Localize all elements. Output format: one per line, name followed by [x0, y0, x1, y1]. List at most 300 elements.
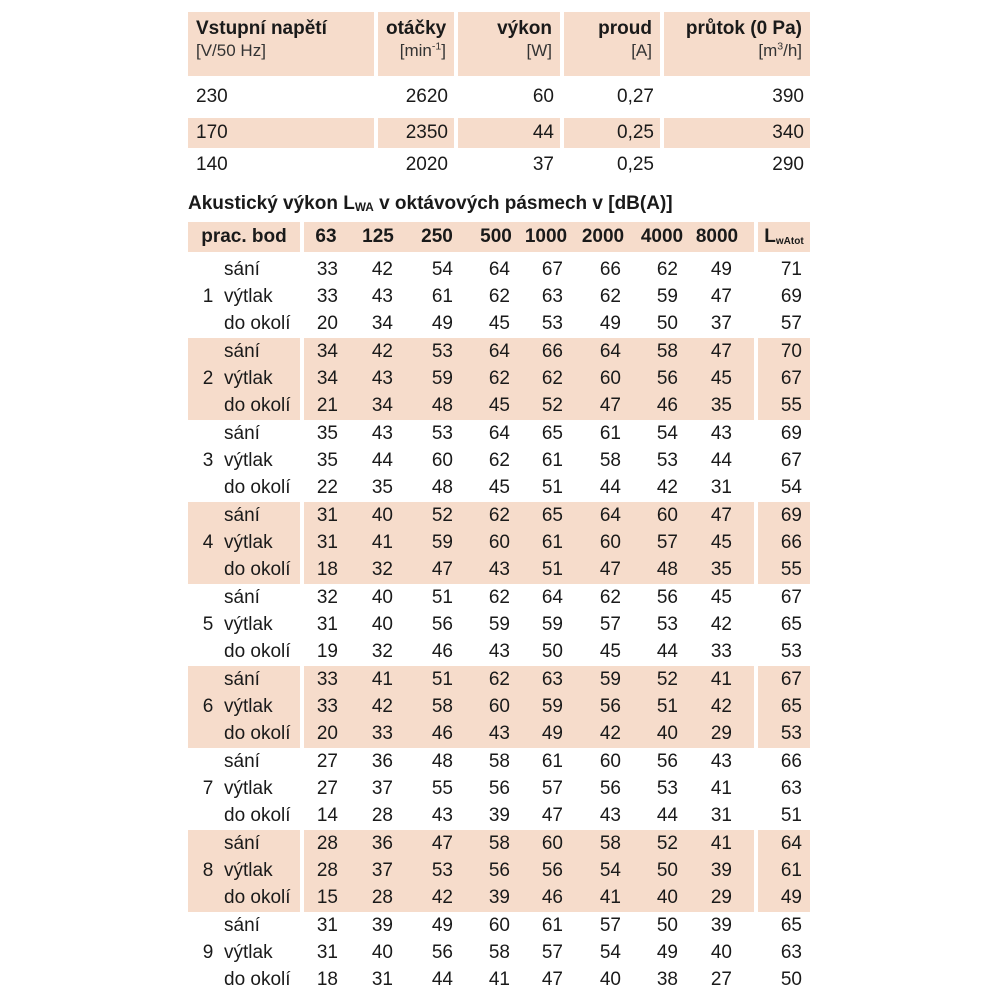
value-cell: 56: [599, 696, 621, 717]
spec-header-cell: [378, 12, 454, 76]
value-cell: 33: [316, 259, 338, 280]
value-cell: 43: [599, 805, 621, 826]
value-cell: 20: [316, 723, 338, 744]
table-row: [188, 939, 810, 966]
value-cell: 58: [488, 833, 510, 854]
value-cell: 35: [710, 559, 732, 580]
value-cell: 48: [431, 477, 453, 498]
value-cell: 53: [656, 614, 678, 635]
value-cell: 45: [710, 368, 732, 389]
value-cell: 43: [710, 751, 732, 772]
table-row: [188, 338, 810, 365]
table-row: [188, 392, 810, 419]
value-cell: 42: [710, 614, 732, 635]
value-cell: 47: [431, 833, 453, 854]
value-cell: 44: [431, 969, 453, 990]
value-cell: 55: [780, 559, 802, 580]
value-cell: 47: [599, 559, 621, 580]
value-cell: 65: [541, 505, 563, 526]
spec-header-unit: [386, 40, 446, 62]
value-cell: 40: [656, 887, 678, 908]
value-cell: 61: [599, 423, 621, 444]
value-cell: 53: [656, 778, 678, 799]
table-row: [188, 611, 810, 638]
value-cell: 51: [780, 805, 802, 826]
row-label: do okolí: [224, 313, 291, 334]
value-cell: 57: [541, 778, 563, 799]
spec-cell: 140: [196, 154, 228, 175]
value-cell: 47: [710, 341, 732, 362]
value-cell: 66: [780, 532, 802, 553]
value-cell: 43: [710, 423, 732, 444]
value-cell: 69: [780, 505, 802, 526]
value-cell: 36: [371, 833, 393, 854]
value-cell: 56: [431, 614, 453, 635]
value-cell: 57: [656, 532, 678, 553]
value-cell: 45: [599, 641, 621, 662]
header-band-250: 250: [421, 226, 453, 247]
value-cell: 56: [431, 942, 453, 963]
header-lwatot-sub: wAtot: [775, 235, 804, 247]
row-label: sání: [224, 423, 260, 444]
spec-row: [188, 150, 810, 180]
spec-cell: 44: [458, 118, 560, 148]
value-cell: 67: [780, 587, 802, 608]
row-label: výtlak: [224, 286, 273, 307]
group-number: 9: [202, 942, 214, 963]
value-cell: 35: [710, 395, 732, 416]
acoustic-group-9: [188, 912, 810, 994]
table-row: [188, 748, 810, 775]
value-cell: 50: [780, 969, 802, 990]
value-cell: 41: [371, 669, 393, 690]
value-cell: 46: [431, 723, 453, 744]
value-cell: 47: [431, 559, 453, 580]
value-cell: 62: [488, 587, 510, 608]
table-row: [188, 857, 810, 884]
value-cell: 61: [541, 450, 563, 471]
value-cell: 45: [488, 477, 510, 498]
value-cell: 18: [316, 969, 338, 990]
spec-header-unit: [196, 40, 366, 62]
value-cell: 60: [599, 751, 621, 772]
value-cell: 44: [371, 450, 393, 471]
value-cell: 51: [431, 669, 453, 690]
value-cell: 20: [316, 313, 338, 334]
value-cell: 63: [780, 778, 802, 799]
acoustic-group-3: [188, 420, 810, 502]
value-cell: 56: [488, 778, 510, 799]
acoustic-group-2: [188, 338, 810, 420]
value-cell: 37: [371, 778, 393, 799]
value-cell: 56: [488, 860, 510, 881]
table-row: [188, 556, 810, 583]
spec-header-unit: [466, 40, 552, 62]
value-cell: 58: [431, 696, 453, 717]
spec-cell: 0,25: [617, 154, 654, 175]
value-cell: 53: [431, 341, 453, 362]
value-cell: 64: [488, 259, 510, 280]
value-cell: 43: [488, 723, 510, 744]
acoustic-group-4: [188, 502, 810, 584]
header-prac-bod: prac. bod: [188, 222, 300, 252]
value-cell: 58: [599, 833, 621, 854]
spec-cell: 37: [532, 154, 554, 175]
unit-text: [m: [758, 41, 778, 60]
value-cell: 39: [710, 860, 732, 881]
value-cell: 41: [710, 778, 732, 799]
value-cell: 51: [541, 559, 563, 580]
value-cell: 54: [780, 477, 802, 498]
spec-header-title: průtok (0 Pa): [685, 18, 802, 39]
value-cell: 33: [316, 696, 338, 717]
value-cell: 28: [316, 833, 338, 854]
table-row: [188, 802, 810, 829]
value-cell: 41: [488, 969, 510, 990]
row-label: výtlak: [224, 368, 273, 389]
value-cell: 45: [488, 395, 510, 416]
value-cell: 48: [431, 395, 453, 416]
value-cell: 62: [656, 259, 678, 280]
value-cell: 29: [710, 887, 732, 908]
value-cell: 56: [656, 368, 678, 389]
value-cell: 63: [780, 942, 802, 963]
row-label: výtlak: [224, 942, 273, 963]
value-cell: 35: [371, 477, 393, 498]
spec-header-cell: [564, 12, 660, 76]
value-cell: 61: [541, 915, 563, 936]
unit-text: [V/50 Hz]: [196, 41, 266, 60]
value-cell: 67: [541, 259, 563, 280]
value-cell: 34: [371, 395, 393, 416]
value-cell: 61: [431, 286, 453, 307]
table-row: [188, 720, 810, 747]
value-cell: 14: [316, 805, 338, 826]
value-cell: 67: [780, 368, 802, 389]
value-cell: 41: [710, 833, 732, 854]
value-cell: 44: [656, 805, 678, 826]
value-cell: 53: [541, 313, 563, 334]
value-cell: 47: [541, 805, 563, 826]
row-label: do okolí: [224, 723, 291, 744]
spec-row: [188, 118, 810, 148]
value-cell: 31: [316, 915, 338, 936]
value-cell: 40: [371, 587, 393, 608]
value-cell: 66: [780, 751, 802, 772]
table-row: [188, 912, 810, 939]
row-label: do okolí: [224, 477, 291, 498]
value-cell: 71: [780, 259, 802, 280]
value-cell: 60: [488, 696, 510, 717]
value-cell: 31: [316, 505, 338, 526]
spec-cell: 170: [188, 118, 374, 148]
value-cell: 29: [710, 723, 732, 744]
value-cell: 49: [541, 723, 563, 744]
value-cell: 60: [488, 532, 510, 553]
value-cell: 52: [656, 833, 678, 854]
spec-cell: 0,25: [564, 118, 660, 148]
value-cell: 61: [541, 532, 563, 553]
value-cell: 38: [656, 969, 678, 990]
value-cell: 62: [599, 587, 621, 608]
value-cell: 33: [710, 641, 732, 662]
header-band-2000: 2000: [581, 226, 625, 247]
row-label: výtlak: [224, 860, 273, 881]
value-cell: 56: [541, 860, 563, 881]
header-band-4000: 4000: [640, 226, 684, 247]
value-cell: 40: [710, 942, 732, 963]
value-cell: 58: [599, 450, 621, 471]
unit-text-end: ]: [441, 41, 446, 60]
table-row: [188, 502, 810, 529]
value-cell: 32: [371, 559, 393, 580]
value-cell: 27: [316, 751, 338, 772]
value-cell: 42: [371, 259, 393, 280]
value-cell: 64: [599, 505, 621, 526]
value-cell: 39: [710, 915, 732, 936]
value-cell: 60: [656, 505, 678, 526]
value-cell: 50: [541, 641, 563, 662]
value-cell: 60: [599, 368, 621, 389]
acoustic-title-main: Akustický výkon L: [188, 193, 355, 214]
header-band-63: 63: [315, 226, 337, 247]
value-cell: 70: [780, 341, 802, 362]
spec-cell: 230: [196, 86, 228, 107]
acoustic-group-5: [188, 584, 810, 666]
value-cell: 63: [541, 286, 563, 307]
value-cell: 33: [371, 723, 393, 744]
value-cell: 63: [541, 669, 563, 690]
value-cell: 51: [541, 477, 563, 498]
table-row: [188, 693, 810, 720]
value-cell: 69: [780, 423, 802, 444]
row-label: výtlak: [224, 778, 273, 799]
table-row: [188, 638, 810, 665]
value-cell: 65: [780, 696, 802, 717]
value-cell: 15: [316, 887, 338, 908]
value-cell: 33: [316, 286, 338, 307]
value-cell: 32: [371, 641, 393, 662]
unit-superscript: -1: [431, 40, 442, 53]
value-cell: 60: [488, 915, 510, 936]
row-label: do okolí: [224, 969, 291, 990]
header-band-1000: 1000: [524, 226, 568, 247]
value-cell: 48: [656, 559, 678, 580]
value-cell: 28: [371, 805, 393, 826]
spec-cell: 2350: [378, 118, 454, 148]
value-cell: 57: [599, 614, 621, 635]
value-cell: 64: [488, 341, 510, 362]
spec-header-cell: [664, 12, 810, 76]
value-cell: 43: [431, 805, 453, 826]
value-cell: 18: [316, 559, 338, 580]
value-cell: 21: [316, 395, 338, 416]
value-cell: 55: [431, 778, 453, 799]
value-cell: 59: [431, 368, 453, 389]
value-cell: 54: [656, 423, 678, 444]
value-cell: 52: [656, 669, 678, 690]
value-cell: 28: [316, 860, 338, 881]
value-cell: 49: [431, 313, 453, 334]
table-row: [188, 310, 810, 337]
value-cell: 51: [431, 587, 453, 608]
acoustic-title-rest: v oktávových pásmech v [dB(A)]: [373, 193, 673, 214]
table-row: [188, 256, 810, 283]
value-cell: 33: [316, 669, 338, 690]
header-band-8000: 8000: [695, 226, 739, 247]
value-cell: 34: [316, 341, 338, 362]
value-cell: 66: [599, 259, 621, 280]
value-cell: 41: [710, 669, 732, 690]
table-row: [188, 365, 810, 392]
value-cell: 65: [780, 915, 802, 936]
value-cell: 67: [780, 669, 802, 690]
group-number: 6: [202, 696, 214, 717]
value-cell: 53: [780, 723, 802, 744]
value-cell: 50: [656, 915, 678, 936]
value-cell: 64: [488, 423, 510, 444]
value-cell: 66: [541, 341, 563, 362]
value-cell: 62: [488, 450, 510, 471]
spec-cell: 0,27: [617, 86, 654, 107]
spec-header-title: otáčky: [386, 18, 447, 39]
acoustic-group-6: [188, 666, 810, 748]
value-cell: 34: [371, 313, 393, 334]
value-cell: 43: [371, 423, 393, 444]
row-label: výtlak: [224, 450, 273, 471]
spec-header-cell: [188, 12, 374, 76]
value-cell: 49: [431, 915, 453, 936]
value-cell: 49: [599, 313, 621, 334]
spec-cell: 2620: [405, 86, 448, 107]
acoustic-title-sub: WA: [354, 201, 374, 215]
value-cell: 62: [488, 286, 510, 307]
value-cell: 43: [488, 641, 510, 662]
value-cell: 54: [599, 942, 621, 963]
value-cell: 44: [599, 477, 621, 498]
value-cell: 62: [599, 286, 621, 307]
group-number: 4: [202, 532, 214, 553]
value-cell: 69: [780, 286, 802, 307]
value-cell: 62: [488, 669, 510, 690]
value-cell: 62: [541, 368, 563, 389]
value-cell: 58: [488, 942, 510, 963]
value-cell: 56: [599, 778, 621, 799]
unit-text: [W]: [526, 41, 552, 60]
spec-header-title: Vstupní napětí: [196, 18, 327, 39]
row-label: do okolí: [224, 641, 291, 662]
table-row: [188, 529, 810, 556]
header-band-500: 500: [480, 226, 512, 247]
value-cell: 53: [431, 423, 453, 444]
row-label: sání: [224, 587, 260, 608]
value-cell: 40: [656, 723, 678, 744]
value-cell: 57: [780, 313, 802, 334]
value-cell: 62: [488, 505, 510, 526]
value-cell: 28: [371, 887, 393, 908]
value-cell: 53: [656, 450, 678, 471]
row-label: do okolí: [224, 887, 291, 908]
value-cell: 61: [780, 860, 802, 881]
value-cell: 27: [316, 778, 338, 799]
value-cell: 45: [710, 532, 732, 553]
acoustic-table-title: [188, 190, 673, 218]
value-cell: 31: [710, 805, 732, 826]
value-cell: 41: [599, 887, 621, 908]
value-cell: 59: [599, 669, 621, 690]
value-cell: 42: [656, 477, 678, 498]
value-cell: 40: [599, 969, 621, 990]
row-label: sání: [224, 915, 260, 936]
value-cell: 39: [371, 915, 393, 936]
value-cell: 59: [541, 614, 563, 635]
row-label: do okolí: [224, 559, 291, 580]
table-row: [188, 474, 810, 501]
value-cell: 37: [710, 313, 732, 334]
row-label: do okolí: [224, 395, 291, 416]
value-cell: 60: [541, 833, 563, 854]
value-cell: 39: [488, 887, 510, 908]
unit-text: [min: [399, 41, 432, 60]
value-cell: 64: [541, 587, 563, 608]
value-cell: 31: [371, 969, 393, 990]
unit-text-end: /h]: [783, 41, 802, 60]
spec-cell: 390: [772, 86, 804, 107]
value-cell: 56: [656, 587, 678, 608]
value-cell: 64: [599, 341, 621, 362]
row-label: sání: [224, 833, 260, 854]
value-cell: 48: [431, 751, 453, 772]
value-cell: 57: [599, 915, 621, 936]
value-cell: 46: [656, 395, 678, 416]
value-cell: 54: [431, 259, 453, 280]
value-cell: 52: [431, 505, 453, 526]
value-cell: 45: [710, 587, 732, 608]
value-cell: 57: [541, 942, 563, 963]
header-lwatot: [758, 222, 810, 252]
value-cell: 44: [710, 450, 732, 471]
value-cell: 61: [541, 751, 563, 772]
spec-header-title: výkon: [497, 18, 552, 39]
value-cell: 41: [371, 532, 393, 553]
value-cell: 35: [316, 423, 338, 444]
value-cell: 19: [316, 641, 338, 662]
table-row: [188, 966, 810, 993]
table-row: [188, 584, 810, 611]
row-label: výtlak: [224, 696, 273, 717]
value-cell: 46: [431, 641, 453, 662]
spec-header-title: proud: [598, 18, 652, 39]
value-cell: 46: [541, 887, 563, 908]
value-cell: 58: [656, 341, 678, 362]
value-cell: 65: [541, 423, 563, 444]
table-row: [188, 830, 810, 857]
group-number: 7: [202, 778, 214, 799]
table-row: [188, 884, 810, 911]
table-row: [188, 420, 810, 447]
value-cell: 43: [371, 286, 393, 307]
group-number: 8: [202, 860, 214, 881]
row-label: sání: [224, 259, 260, 280]
value-cell: 45: [488, 313, 510, 334]
acoustic-header-row: [188, 222, 810, 252]
value-cell: 47: [710, 286, 732, 307]
value-cell: 54: [599, 860, 621, 881]
spec-cell: 340: [664, 118, 810, 148]
value-cell: 43: [488, 559, 510, 580]
value-cell: 62: [488, 368, 510, 389]
spec-row: [188, 82, 810, 112]
